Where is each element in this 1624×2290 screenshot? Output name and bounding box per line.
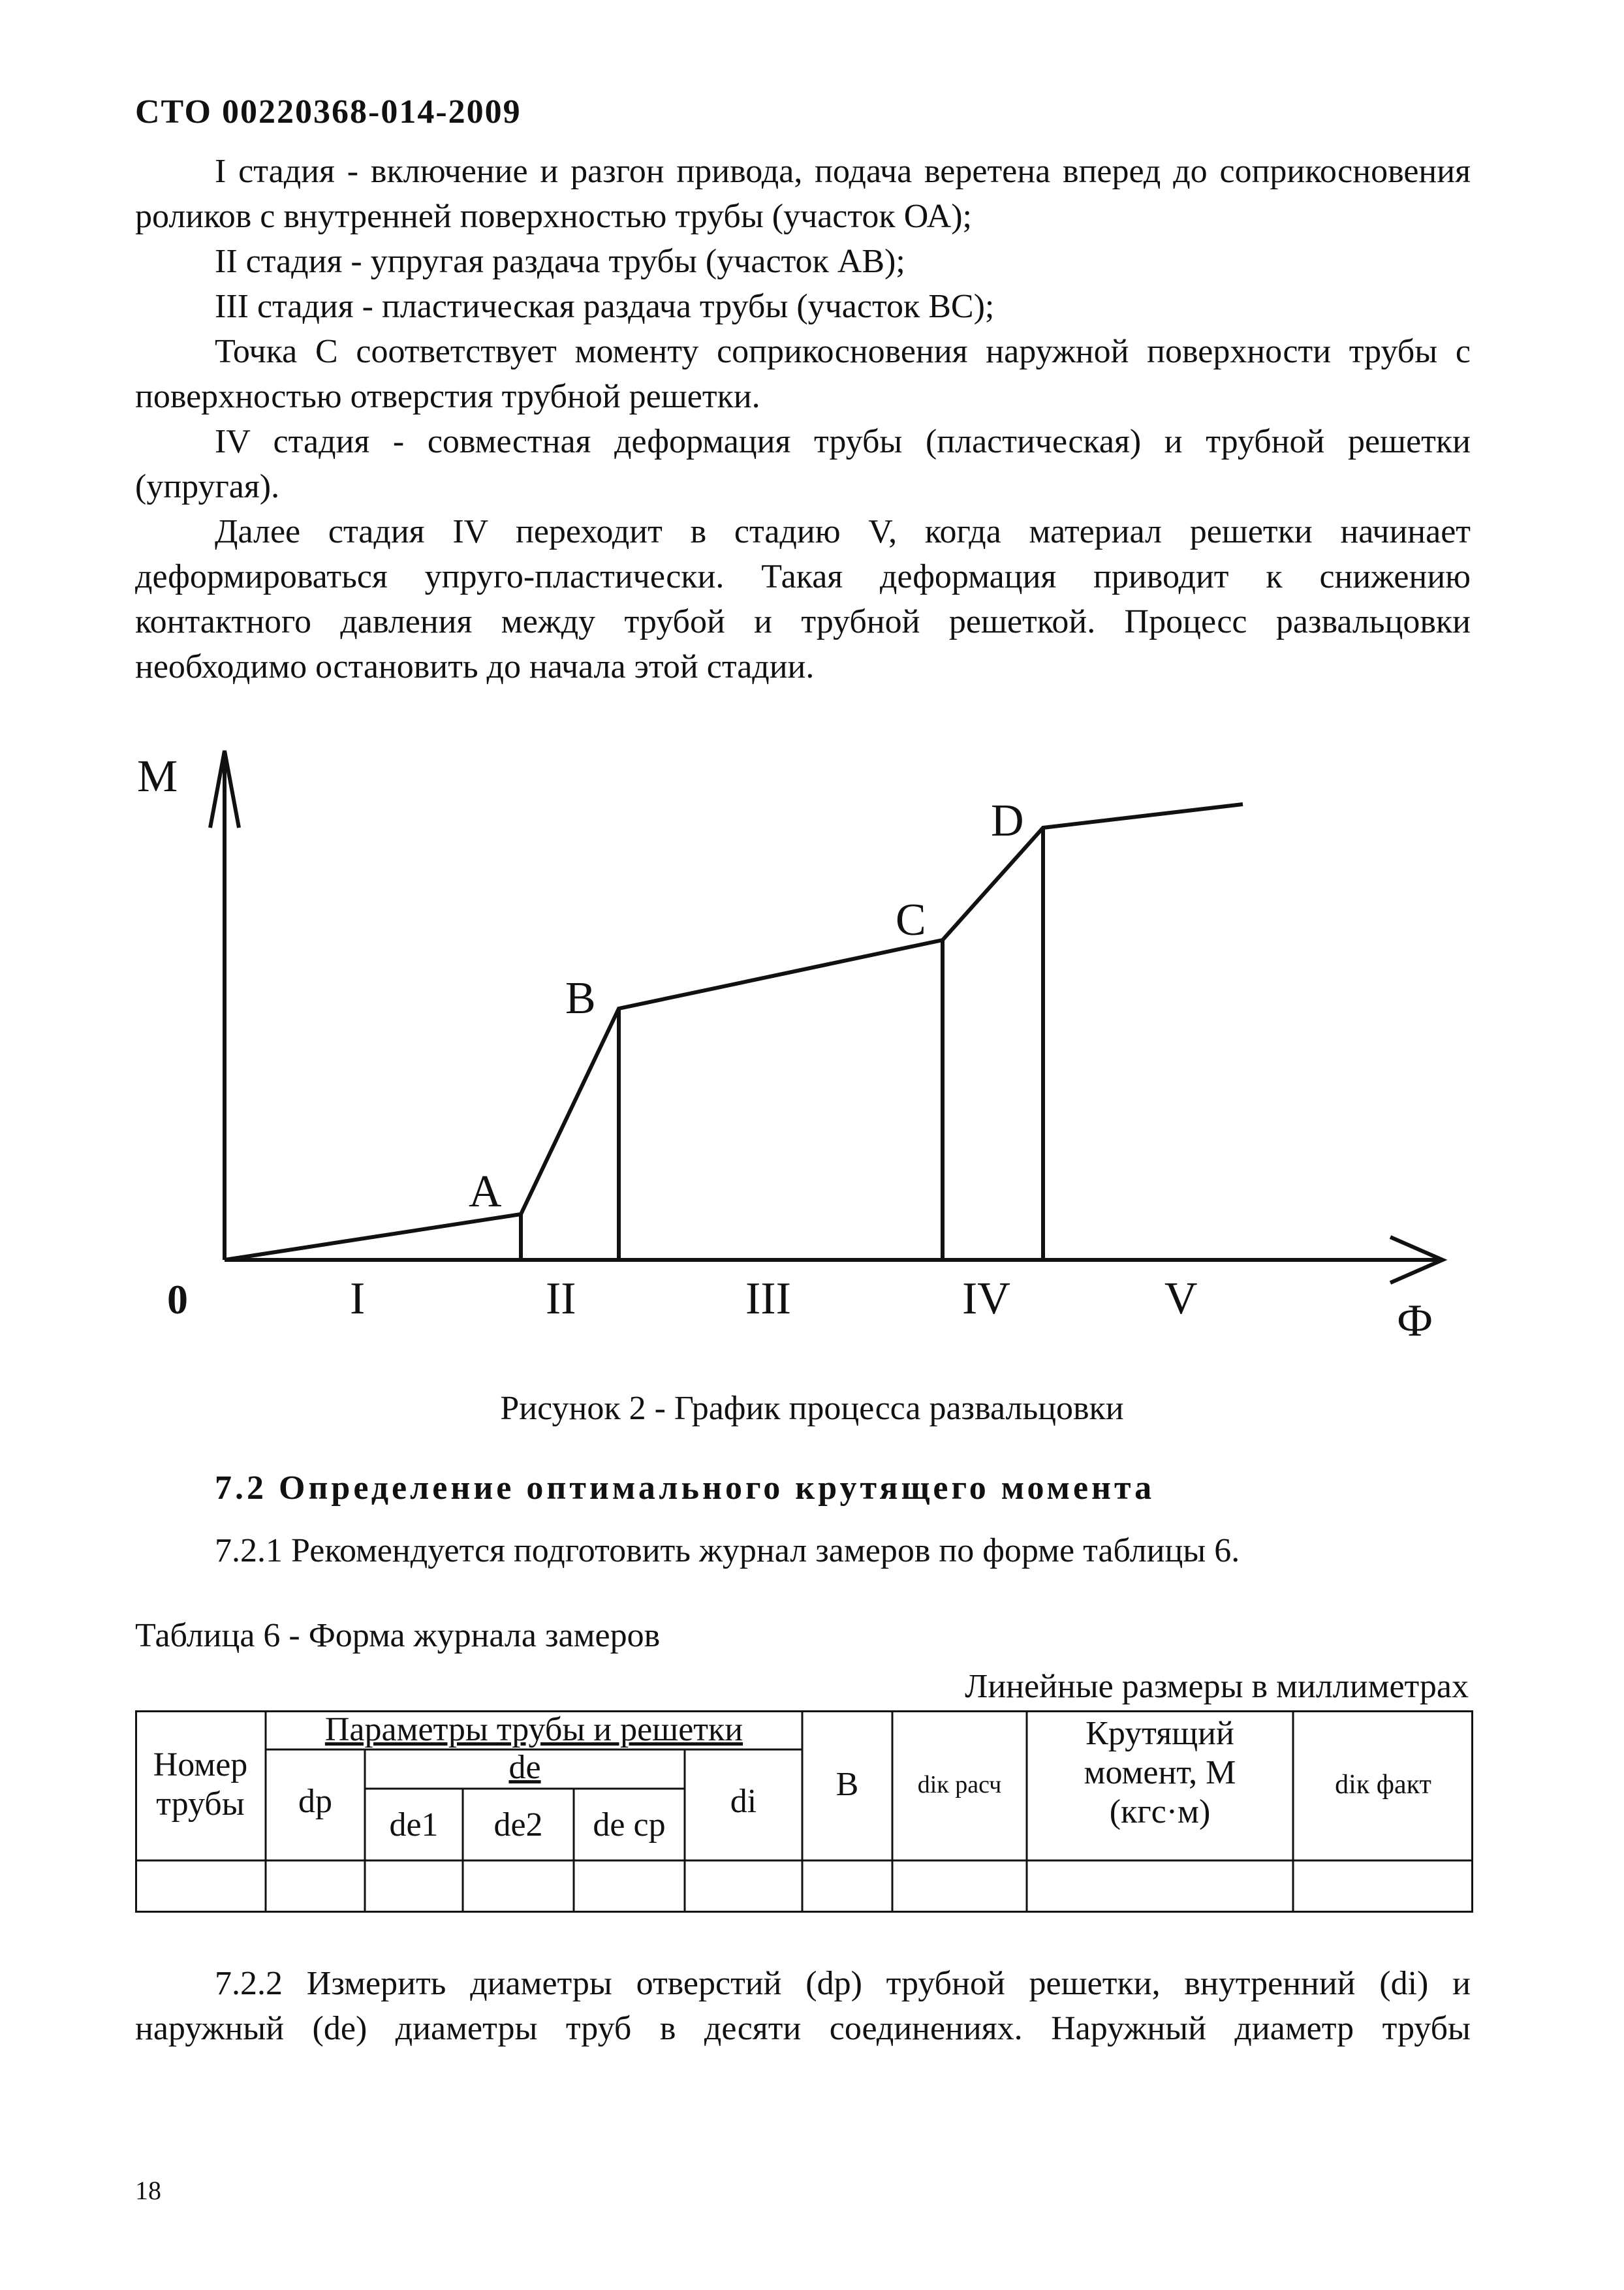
- header-de2: dе2: [493, 1806, 543, 1843]
- paragraph-7-2-2-line-2: наружный (dе) диаметры труб в десяти соединениях. Наружный диаметр трубы: [135, 2010, 1471, 2047]
- point-label-a: A: [469, 1167, 502, 1217]
- stage-label-1: I: [350, 1274, 366, 1324]
- header-dp: dр: [298, 1783, 332, 1820]
- point-label-b: B: [565, 973, 596, 1024]
- paragraph-point-c: Точка С соответствует моменту соприкосновения наружной поверхности трубы с поверхностью отверстия трубной решетки.: [135, 333, 1471, 415]
- stage-label-2: II: [546, 1274, 576, 1324]
- torque-curve: [225, 804, 1243, 1260]
- stage-label-4: IV: [962, 1274, 1010, 1324]
- units-note: Линейные размеры в миллиметрах: [965, 1668, 1469, 1705]
- point-label-c: C: [896, 895, 926, 945]
- paragraph-7-2-2-line-1: 7.2.2 Измерить диаметры отверстий (dр) трубной решетки, внутренний (di) и: [215, 1965, 1471, 2002]
- section-heading: 7.2 Определение оптимального крутящего момента: [215, 1469, 1155, 1507]
- paragraph-stage-2: II стадия - упругая раздача трубы (участок АВ);: [215, 243, 905, 280]
- paragraph-7-2-2: [135, 1961, 1471, 2051]
- table-title: Таблица 6 - Форма журнала замеров: [135, 1617, 661, 1654]
- header-dik-fact: diк факт: [1335, 1770, 1431, 1800]
- header-de-avg: dе ср: [593, 1806, 666, 1843]
- stage-label-3: III: [745, 1274, 791, 1324]
- header-de1: dе1: [389, 1806, 439, 1843]
- paragraph-stage-5: Далее стадия IV переходит в стадию V, когда материал решетки начинает деформироваться упруго-пластически. Такая деформация приводит к снижению контактного давления между трубой и трубной решеткой. Процесс развальцовки необходимо остановить до начала этой стадии.: [135, 513, 1471, 685]
- header-params-group: Параметры трубы и решетки: [324, 1711, 743, 1748]
- header-de-group: dе: [508, 1749, 541, 1786]
- header-tube-number: Номер трубы: [153, 1746, 248, 1823]
- header-dik-calc: diк расч: [917, 1771, 1002, 1798]
- y-axis-label: М: [137, 751, 178, 802]
- figure-caption: Рисунок 2 - График процесса развальцовки: [500, 1390, 1124, 1427]
- paragraph-stage-4: IV стадия - совместная деформация трубы (пластическая) и трубной решетки (упругая).: [135, 423, 1471, 505]
- origin-label: 0: [167, 1276, 188, 1323]
- paragraph-stage-1: I стадия - включение и разгон привода, подача веретена вперед до соприкосновения роликов с внутренней поверхностью трубы (участок ОА);: [135, 153, 1471, 235]
- header-torque: Крутящий момент, М (кгс·м): [1084, 1715, 1236, 1830]
- paragraph-stage-3: III стадия - пластическая раздача трубы (участок ВС);: [215, 288, 995, 325]
- header-b: B: [835, 1766, 859, 1803]
- header-di: di: [730, 1783, 757, 1820]
- page-number: 18: [135, 2176, 161, 2205]
- x-axis-label: Ф: [1397, 1296, 1433, 1346]
- paragraph-7-2-1: 7.2.1 Рекомендуется подготовить журнал замеров по форме таблицы 6.: [215, 1532, 1240, 1569]
- measurement-log-table: [135, 1710, 1473, 1913]
- point-label-d: D: [991, 796, 1024, 846]
- document-code: СТО 00220368-014-2009: [135, 93, 522, 131]
- stage-label-5: V: [1164, 1274, 1198, 1324]
